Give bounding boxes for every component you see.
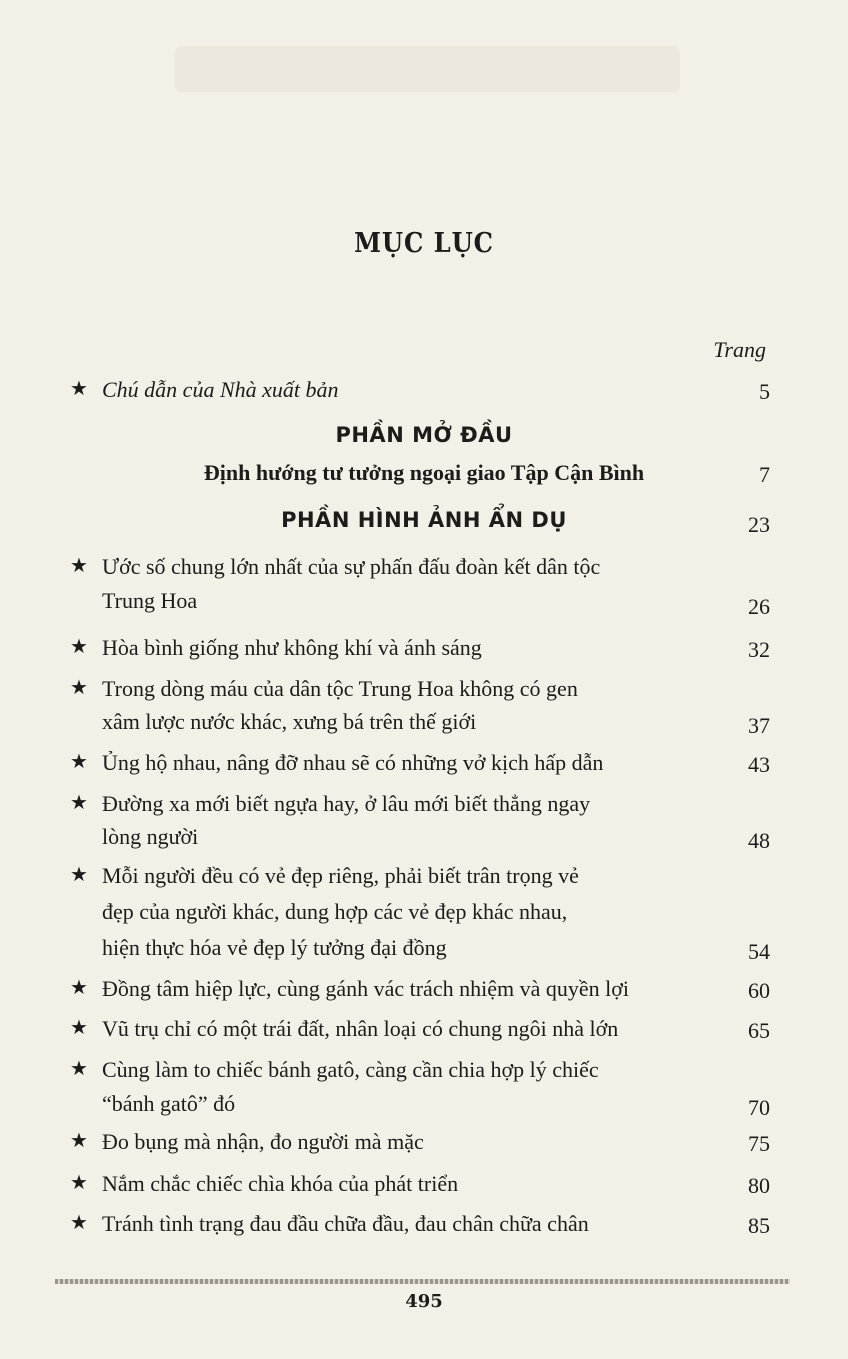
part-one-heading[interactable]: PHẦN MỞ ĐẦU	[335, 423, 513, 447]
star-bullet-icon: ★	[70, 1130, 88, 1152]
entry-page: 54	[748, 939, 770, 964]
entry-text: Chú dẫn của Nhà xuất bản	[102, 377, 339, 402]
entry-text-line: Tránh tình trạng đau đầu chữa đầu, đau chân chữa chân	[102, 1211, 589, 1236]
star-bullet-icon: ★	[70, 864, 88, 886]
entry-page: 60	[748, 978, 770, 1003]
entry-text-line: “bánh gatô” đó	[102, 1091, 236, 1116]
entry-text-line: Ước số chung lớn nhất của sự phấn đấu đoàn kết dân tộc	[102, 554, 601, 579]
star-bullet-icon: ★	[70, 1212, 88, 1234]
star-bullet-icon: ★	[70, 1017, 88, 1039]
star-bullet-icon: ★	[70, 378, 88, 400]
entry-text-line: hiện thực hóa vẻ đẹp lý tưởng đại đồng	[102, 935, 447, 960]
entry-text-line: xâm lược nước khác, xưng bá trên thế giới	[102, 709, 477, 734]
toc-entry[interactable]	[70, 1126, 770, 1157]
star-bullet-icon: ★	[70, 751, 88, 773]
footer-rule	[55, 1279, 790, 1284]
star-bullet-icon: ★	[70, 555, 88, 577]
part-one-page: 7	[759, 462, 770, 487]
entry-page: 85	[748, 1213, 770, 1238]
toc-entry[interactable]	[70, 1013, 770, 1044]
bleed-through-header	[175, 46, 680, 92]
toc-entry[interactable]	[70, 1054, 770, 1120]
entry-text-line: Đồng tâm hiệp lực, cùng gánh vác trách nhiệm và quyền lợi	[102, 976, 629, 1001]
toc-entry[interactable]	[70, 1168, 770, 1199]
entry-page: 48	[748, 828, 770, 853]
entry-text-line: Ủng hộ nhau, nâng đỡ nhau sẽ có những vở kịch hấp dẫn	[102, 750, 604, 775]
entry-text-line: đẹp của người khác, dung hợp các vẻ đẹp khác nhau,	[102, 899, 568, 924]
star-bullet-icon: ★	[70, 792, 88, 814]
entry-page: 32	[748, 637, 770, 662]
page-column-label: Trang	[713, 337, 766, 362]
toc-title: MỤC LỤC	[354, 228, 494, 259]
entry-text-line: Mỗi người đều có vẻ đẹp riêng, phải biết trân trọng vẻ	[102, 863, 579, 888]
entry-text-line: lòng người	[102, 824, 199, 849]
toc-entry-intro[interactable]	[70, 374, 770, 405]
entry-page: 5	[759, 379, 770, 404]
star-bullet-icon: ★	[70, 1172, 88, 1194]
entry-text-line: Cùng làm to chiếc bánh gatô, càng cần chia hợp lý chiếc	[102, 1057, 599, 1082]
star-bullet-icon: ★	[70, 977, 88, 999]
toc-entry[interactable]	[70, 673, 770, 738]
entry-page: 37	[748, 713, 770, 738]
toc-entry[interactable]	[70, 788, 770, 853]
toc-entry[interactable]	[70, 632, 770, 663]
entry-page: 65	[748, 1018, 770, 1043]
entry-page: 75	[748, 1131, 770, 1156]
entry-page: 70	[748, 1095, 770, 1120]
part-two-heading[interactable]: PHẦN HÌNH ẢNH ẨN DỤ	[281, 508, 567, 532]
star-bullet-icon: ★	[70, 677, 88, 699]
entry-text-line: Vũ trụ chỉ có một trái đất, nhân loại có chung ngôi nhà lớn	[102, 1016, 619, 1041]
part-one-subtitle[interactable]: Định hướng tư tưởng ngoại giao Tập Cận Bình	[203, 460, 645, 485]
part-two-page: 23	[748, 512, 770, 537]
toc-entry[interactable]	[70, 551, 770, 619]
page-number: 495	[405, 1291, 443, 1312]
toc-entry[interactable]	[70, 860, 770, 964]
entry-text-line: Đường xa mới biết ngựa hay, ở lâu mới biết thẳng ngay	[102, 791, 591, 816]
star-bullet-icon: ★	[70, 636, 88, 658]
toc-entry[interactable]	[70, 973, 770, 1004]
toc-entry[interactable]	[70, 1208, 770, 1239]
entry-page: 26	[748, 594, 770, 619]
toc-entry[interactable]	[70, 747, 770, 778]
entry-text-line: Nắm chắc chiếc chìa khóa của phát triển	[102, 1171, 459, 1196]
entry-page: 43	[748, 752, 770, 777]
entry-text-line: Trong dòng máu của dân tộc Trung Hoa không có gen	[102, 676, 578, 701]
entry-page: 80	[748, 1173, 770, 1198]
entry-text-line: Trung Hoa	[102, 588, 198, 613]
star-bullet-icon: ★	[70, 1058, 88, 1080]
entry-text-line: Hòa bình giống như không khí và ánh sáng	[102, 635, 482, 660]
entry-text-line: Đo bụng mà nhận, đo người mà mặc	[102, 1129, 424, 1154]
